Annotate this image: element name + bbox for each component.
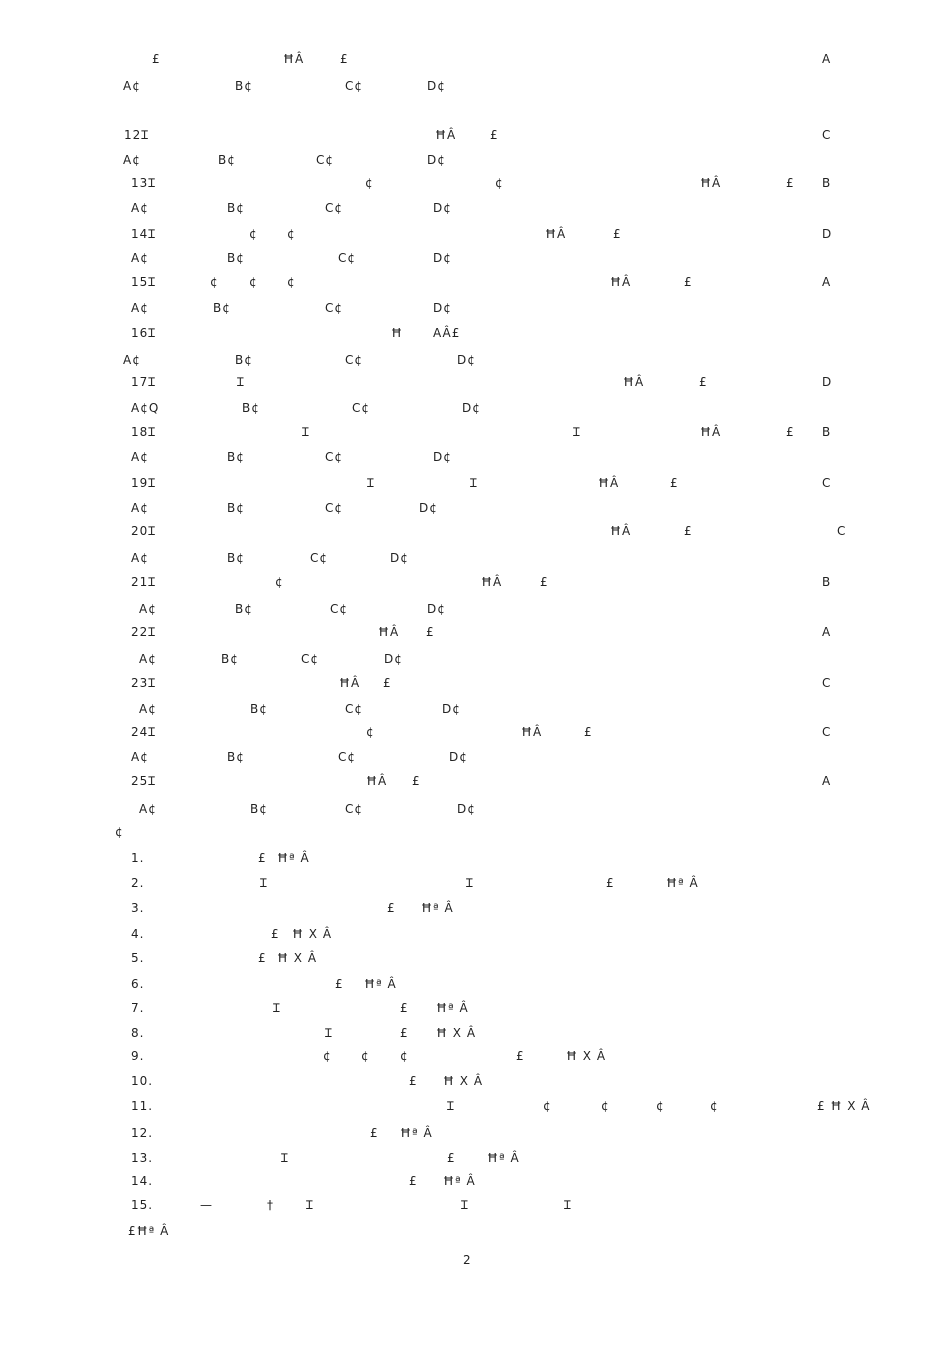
glyph-run: £ [271,927,280,941]
glyph-run: ¢ [287,275,296,289]
glyph-run: £ Ħ X Â [817,1099,871,1113]
glyph-run: — [200,1198,213,1212]
glyph-run: £ [584,725,593,739]
glyph-run: £ [540,575,549,589]
glyph-run: Ħª Â [666,876,699,890]
glyph-run: B¢ [221,652,239,666]
glyph-run: C¢ [325,450,344,464]
glyph-run: A¢Q [131,401,160,415]
glyph-run: B¢ [227,551,245,565]
glyph-run: A [822,275,832,289]
glyph-run: Ħª Â [277,851,310,865]
glyph-run: A¢ [131,750,149,764]
glyph-run: 15. [131,1198,154,1212]
glyph-run: £ [490,128,499,142]
glyph-run: ¢ [710,1099,719,1113]
glyph-run: ĦÂ [521,725,543,739]
glyph-run: Ɪ [447,1099,455,1113]
glyph-run: Ɪ [573,425,581,439]
glyph-run: 14. [131,1174,154,1188]
glyph-run: D¢ [433,251,452,265]
glyph-run: £Ħª Â [128,1224,170,1238]
glyph-run: A¢ [123,353,141,367]
glyph-run: D [822,227,833,241]
glyph-run: 4. [131,927,145,941]
glyph-run: £ [699,375,708,389]
glyph-run: AÂ£ [433,326,461,340]
glyph-run: 19Ɪ [131,476,156,490]
glyph-run: Ɪ [564,1198,572,1212]
glyph-run: 20Ɪ [131,524,156,538]
glyph-run: Ħª Â [487,1151,520,1165]
glyph-run: D¢ [384,652,403,666]
glyph-run: £ [409,1174,418,1188]
glyph-run: B¢ [227,251,245,265]
glyph-run: ¢ [275,575,284,589]
glyph-run: C¢ [338,750,357,764]
glyph-run: C¢ [345,353,364,367]
glyph-run: D¢ [457,353,476,367]
glyph-run: Ħª Â [443,1174,476,1188]
glyph-run: £ [387,901,396,915]
glyph-run: Ħª Â [421,901,454,915]
glyph-run: Ɪ [260,876,268,890]
glyph-run: 14Ɪ [131,227,156,241]
glyph-run: ĦÂ [700,176,722,190]
glyph-run: £ [258,851,267,865]
glyph-run: Ħ X Â [566,1049,607,1063]
glyph-run: £ [606,876,615,890]
glyph-run: Ɪ [461,1198,469,1212]
glyph-run: B¢ [235,79,253,93]
glyph-run: ĦÂ [339,676,361,690]
glyph-run: £ [786,425,795,439]
glyph-run: ĦÂ [481,575,503,589]
glyph-run: £ [400,1001,409,1015]
glyph-run: Ɪ [325,1026,333,1040]
glyph-run: 22Ɪ [131,625,156,639]
glyph-run: ĦÂ [366,774,388,788]
glyph-run: 23Ɪ [131,676,156,690]
glyph-run: B¢ [218,153,236,167]
glyph-run: C¢ [352,401,371,415]
glyph-run: ĦÂ [610,524,632,538]
glyph-run: C [837,524,847,538]
glyph-run: ĦÂ [378,625,400,639]
glyph-run: Ɪ [306,1198,314,1212]
glyph-run: C [822,128,832,142]
glyph-run: £ [684,275,693,289]
glyph-run: Ħ X Â [436,1026,477,1040]
glyph-run: Ħª Â [436,1001,469,1015]
glyph-run: ¢ [400,1049,409,1063]
glyph-run: B¢ [227,501,245,515]
glyph-run: 1. [131,851,145,865]
glyph-run: D¢ [449,750,468,764]
glyph-run: Ɪ [237,375,245,389]
glyph-run: C¢ [338,251,357,265]
glyph-run: ĦÂ [545,227,567,241]
glyph-run: £ [258,951,267,965]
glyph-run: Ħ X Â [277,951,318,965]
glyph-run: C¢ [301,652,320,666]
glyph-run: £ [447,1151,456,1165]
glyph-run: ĦÂ [435,128,457,142]
glyph-run: 6. [131,977,145,991]
glyph-run: B¢ [250,802,268,816]
glyph-run: £ [335,977,344,991]
glyph-run: ¢ [361,1049,370,1063]
page-number: 2 [463,1253,471,1267]
glyph-run: ¢ [115,825,124,839]
glyph-run: Ɪ [273,1001,281,1015]
glyph-run: Ħ X Â [292,927,333,941]
glyph-run: A¢ [131,201,149,215]
glyph-run: 17Ɪ [131,375,156,389]
glyph-run: £ [152,52,161,66]
glyph-run: 12. [131,1126,154,1140]
glyph-run: ¢ [656,1099,665,1113]
glyph-run: £ [426,625,435,639]
glyph-run: C [822,676,832,690]
glyph-run: B [822,425,832,439]
glyph-run: D¢ [462,401,481,415]
glyph-run: C¢ [330,602,349,616]
glyph-run: D¢ [427,602,446,616]
glyph-run: 25Ɪ [131,774,156,788]
glyph-run: A¢ [139,602,157,616]
glyph-run: C¢ [325,201,344,215]
glyph-run: Ħ X Â [443,1074,484,1088]
glyph-run: A¢ [131,251,149,265]
glyph-run: D¢ [442,702,461,716]
glyph-run: C [822,725,832,739]
glyph-run: D [822,375,833,389]
glyph-run: £ [383,676,392,690]
glyph-run: 13Ɪ [131,176,156,190]
glyph-run: ¢ [287,227,296,241]
glyph-run: 12Ɪ [124,128,149,142]
glyph-run: ¢ [210,275,219,289]
glyph-run: C¢ [345,79,364,93]
glyph-run: B¢ [227,201,245,215]
glyph-run: A¢ [123,79,141,93]
glyph-run: D¢ [433,450,452,464]
glyph-run: Ɪ [466,876,474,890]
glyph-run: ¢ [323,1049,332,1063]
glyph-run: £ [684,524,693,538]
glyph-run: 15Ɪ [131,275,156,289]
glyph-run: B [822,575,832,589]
glyph-run: A¢ [139,652,157,666]
glyph-run: £ [786,176,795,190]
glyph-run: B¢ [213,301,231,315]
glyph-run: B¢ [227,750,245,764]
glyph-run: Ɪ [367,476,375,490]
glyph-run: £ [370,1126,379,1140]
glyph-run: C¢ [345,802,364,816]
glyph-run: A¢ [131,301,149,315]
glyph-run: £ [409,1074,418,1088]
glyph-run: D¢ [433,301,452,315]
glyph-run: Ɪ [470,476,478,490]
glyph-run: 7. [131,1001,145,1015]
glyph-run: D¢ [427,79,446,93]
glyph-run: Ħª Â [364,977,397,991]
glyph-run: A¢ [139,702,157,716]
glyph-run: Ħ [391,326,403,340]
glyph-run: 11. [131,1099,154,1113]
glyph-run: D¢ [419,501,438,515]
glyph-run: A [822,625,832,639]
glyph-run: 9. [131,1049,145,1063]
glyph-run: C [822,476,832,490]
glyph-run: 16Ɪ [131,326,156,340]
glyph-run: C¢ [325,301,344,315]
glyph-run: £ [412,774,421,788]
glyph-run: D¢ [433,201,452,215]
glyph-run: D¢ [390,551,409,565]
glyph-run: 13. [131,1151,154,1165]
glyph-run: C¢ [310,551,329,565]
glyph-run: D¢ [457,802,476,816]
glyph-run: A [822,774,832,788]
glyph-run: 8. [131,1026,145,1040]
glyph-run: B [822,176,832,190]
glyph-run: 2. [131,876,145,890]
glyph-run: A¢ [131,450,149,464]
glyph-run: B¢ [250,702,268,716]
glyph-run: ¢ [495,176,504,190]
glyph-run: ĦÂ [610,275,632,289]
glyph-run: ¢ [365,176,374,190]
glyph-run: B¢ [227,450,245,464]
glyph-run: C¢ [325,501,344,515]
glyph-run: ĦÂ [700,425,722,439]
glyph-run: B¢ [235,353,253,367]
glyph-run: ¢ [543,1099,552,1113]
glyph-run: Ɪ [281,1151,289,1165]
glyph-run: 10. [131,1074,154,1088]
glyph-run: ¢ [249,227,258,241]
glyph-run: ¢ [249,275,258,289]
glyph-run: £ [516,1049,525,1063]
glyph-run: £ [340,52,349,66]
glyph-run: A¢ [139,802,157,816]
glyph-run: Ħª Â [400,1126,433,1140]
glyph-run: 24Ɪ [131,725,156,739]
glyph-run: B¢ [235,602,253,616]
glyph-run: A¢ [131,551,149,565]
glyph-run: C¢ [345,702,364,716]
glyph-run: ¢ [366,725,375,739]
glyph-run: ¢ [601,1099,610,1113]
glyph-run: A [822,52,832,66]
glyph-run: 5. [131,951,145,965]
glyph-run: £ [400,1026,409,1040]
glyph-run: † [267,1198,274,1212]
glyph-run: £ [670,476,679,490]
glyph-run: £ [613,227,622,241]
glyph-run: C¢ [316,153,335,167]
glyph-run: ĦÂ [623,375,645,389]
glyph-run: A¢ [131,501,149,515]
glyph-run: B¢ [242,401,260,415]
glyph-run: D¢ [427,153,446,167]
glyph-run: 18Ɪ [131,425,156,439]
glyph-run: 21Ɪ [131,575,156,589]
glyph-run: ĦÂ [283,52,305,66]
glyph-run: A¢ [123,153,141,167]
glyph-run: 3. [131,901,145,915]
glyph-run: ĦÂ [598,476,620,490]
glyph-run: Ɪ [302,425,310,439]
